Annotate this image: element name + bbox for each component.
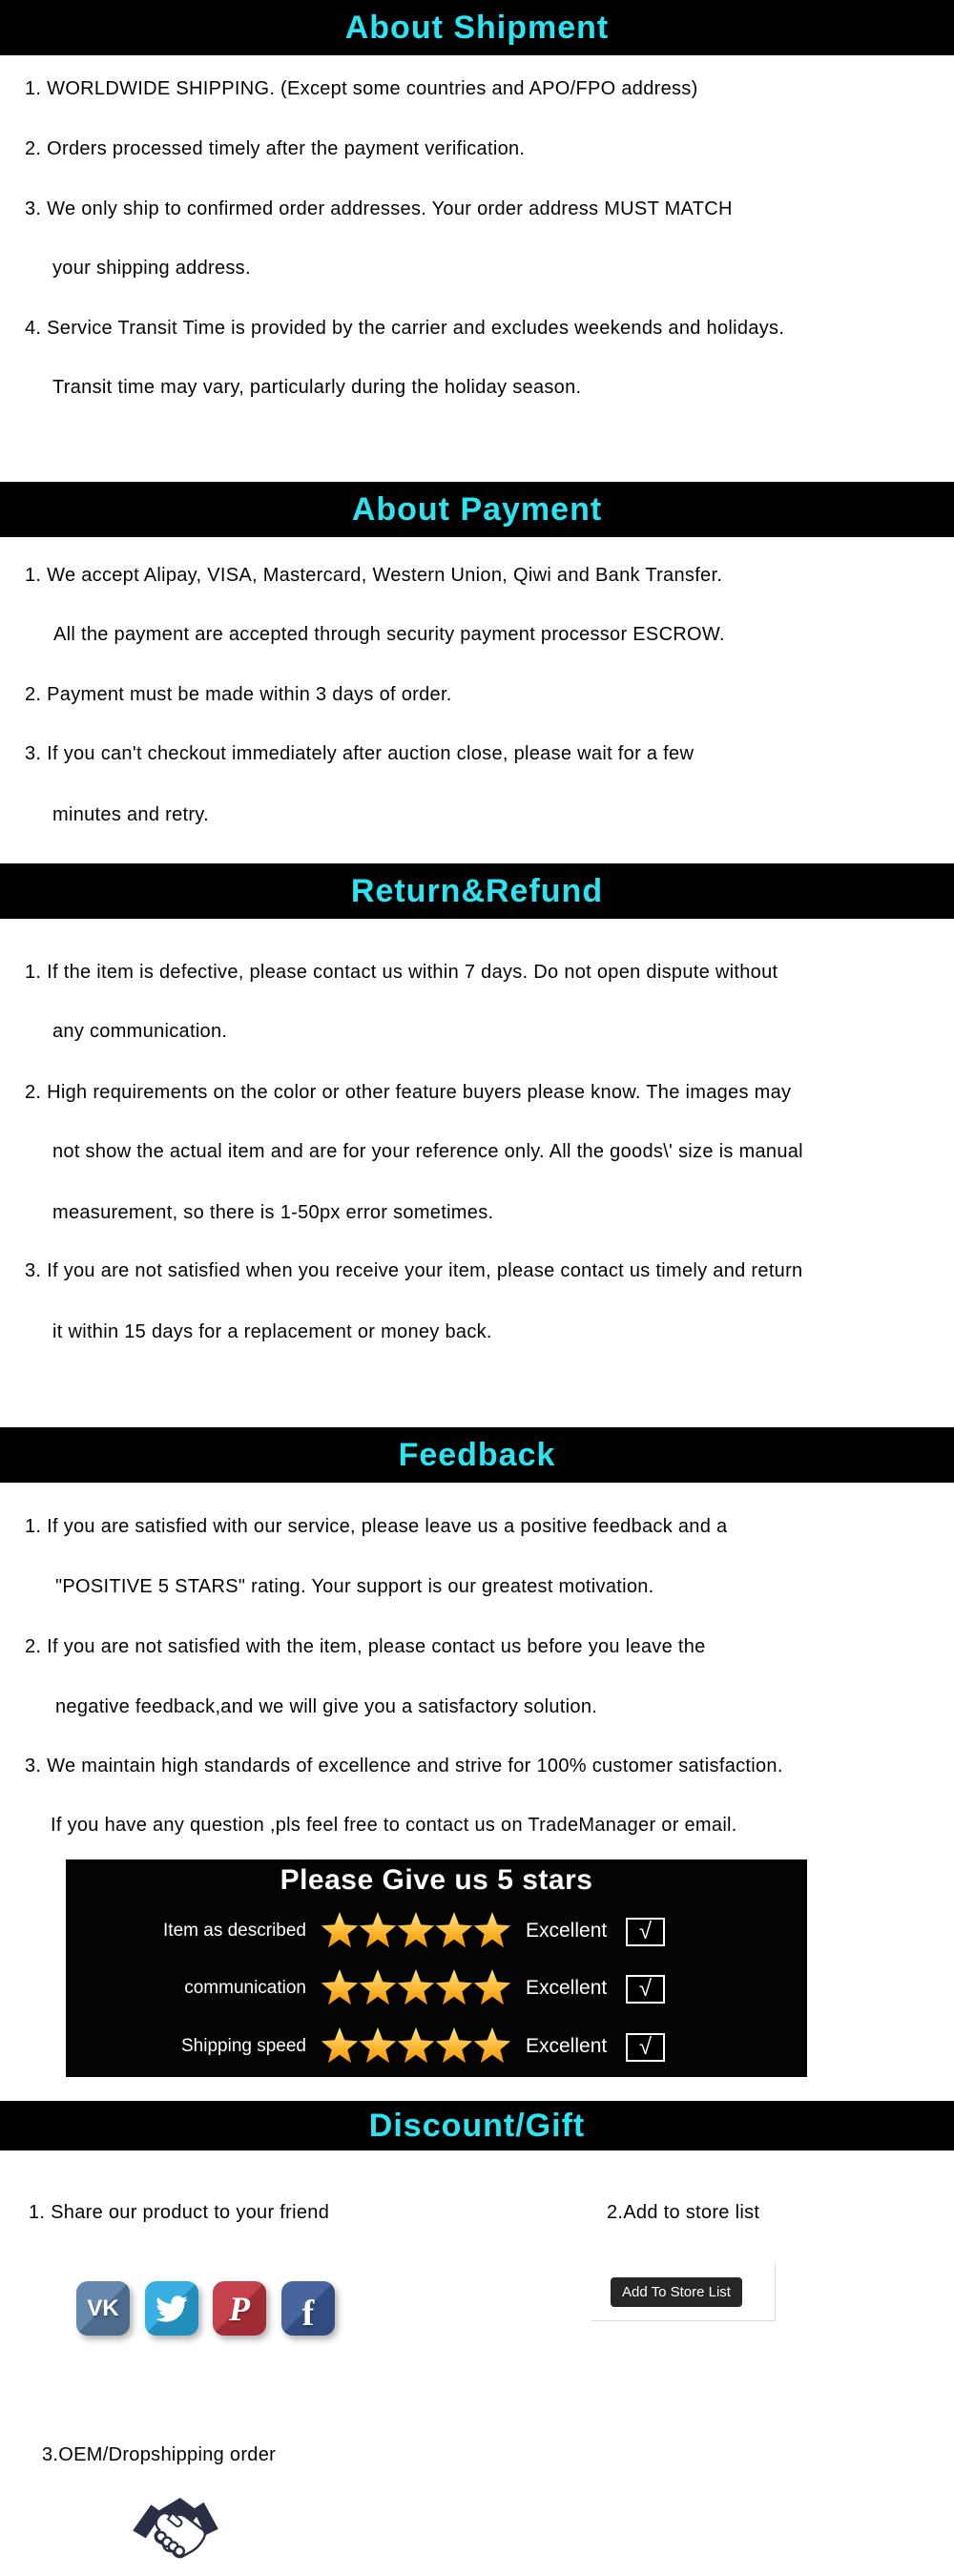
five-star-rating	[321, 1969, 511, 2007]
section-title: About Shipment	[344, 9, 610, 46]
facebook-icon: f	[301, 2293, 315, 2334]
policy-line: 4. Service Transit Time is provided by the carrier and excludes weekends and holidays.	[25, 318, 785, 339]
policy-line: 3. We maintain high standards of excellence and strive for 100% customer satisfaction.	[25, 1755, 783, 1776]
rating-label: Shipping speed	[181, 2036, 306, 2056]
checkbox-checked[interactable]	[626, 2033, 665, 2062]
rating-value: Excellent	[526, 1977, 608, 1999]
policy-line: any communication.	[52, 1021, 228, 1042]
checkbox-checked[interactable]	[626, 1975, 665, 2004]
star-icon	[435, 1969, 473, 2007]
rating-row-item-as-described	[66, 1911, 807, 1951]
policy-line: 2. If you are not satisfied with the item, please contact us before you leave the	[25, 1636, 706, 1657]
vk-icon: VK	[87, 2295, 119, 2321]
star-icon	[321, 2027, 359, 2066]
section-title: About Payment	[351, 490, 603, 528]
star-icon	[397, 1912, 435, 1950]
rating-row-shipping-speed	[66, 2026, 807, 2067]
vk-share-button[interactable]	[76, 2281, 130, 2336]
section-header-refund	[0, 863, 954, 919]
star-icon	[473, 1969, 511, 2007]
rating-value: Excellent	[526, 1920, 608, 1942]
star-icon	[473, 2027, 511, 2066]
policy-line: negative feedback,and we will give you a satisfactory solution.	[55, 1696, 598, 1717]
section-header-feedback	[0, 1427, 954, 1483]
pinterest-icon: P	[229, 2289, 250, 2328]
rating-label: Item as described	[163, 1921, 306, 1941]
star-icon	[435, 2027, 473, 2066]
oem-dropshipping-label: 3.OEM/Dropshipping order	[42, 2444, 277, 2465]
five-star-rating	[321, 1912, 511, 1950]
rating-value: Excellent	[526, 2035, 608, 2057]
policy-line: 3. We only ship to confirmed order addresses. Your order address MUST MATCH	[25, 198, 733, 219]
rating-label: communication	[184, 1978, 306, 1998]
policy-line: 1. We accept Alipay, VISA, Mastercard, Western Union, Qiwi and Bank Transfer.	[25, 565, 723, 586]
facebook-share-button[interactable]	[281, 2281, 335, 2336]
star-icon	[359, 1912, 397, 1950]
star-icon	[321, 1969, 359, 2007]
section-title: Return&Refund	[350, 872, 604, 909]
five-stars-title: Please Give us 5 stars	[280, 1864, 593, 1896]
star-icon	[359, 2027, 397, 2066]
five-stars-banner	[66, 1859, 807, 2077]
policy-line: 1. WORLDWIDE SHIPPING. (Except some countries and APO/FPO address)	[25, 78, 698, 99]
checkmark-icon: √	[638, 1919, 653, 1944]
handshake-icon	[130, 2492, 221, 2565]
star-icon	[473, 1912, 511, 1950]
policy-line: measurement, so there is 1-50px error sometimes.	[52, 1202, 494, 1223]
policy-line: 2. Payment must be made within 3 days of order.	[25, 684, 452, 705]
policy-line: 3. If you can't checkout immediately after auction close, please wait for a few	[25, 743, 695, 764]
pinterest-share-button[interactable]	[213, 2281, 266, 2336]
share-product-label: 1. Share our product to your friend	[29, 2202, 330, 2223]
star-icon	[321, 1912, 359, 1950]
policy-line: minutes and retry.	[52, 804, 209, 825]
policy-line: If you have any question ,pls feel free to contact us on TradeManager or email.	[51, 1815, 737, 1836]
policy-line: not show the actual item and are for your reference only. All the goods\' size is manual	[52, 1141, 803, 1162]
rating-row-communication	[66, 1968, 807, 2008]
policy-line: 1. If you are satisfied with our service, please leave us a positive feedback and a	[25, 1516, 728, 1537]
policy-line: 1. If the item is defective, please contact us within 7 days. Do not open dispute without	[25, 962, 778, 983]
add-to-store-button[interactable]: Add To Store List	[611, 2277, 742, 2307]
policy-line: 3. If you are not satisfied when you receive your item, please contact us timely and return	[25, 1260, 803, 1281]
five-star-rating	[321, 2027, 511, 2066]
policy-line: 2. High requirements on the color or other feature buyers please know. The images may	[25, 1082, 792, 1103]
policy-line: it within 15 days for a replacement or money back.	[52, 1321, 492, 1342]
checkmark-icon: √	[638, 2034, 653, 2060]
policy-line: Transit time may vary, particularly during the holiday season.	[52, 377, 582, 398]
policy-line: "POSITIVE 5 STARS" rating. Your support is our greatest motivation.	[55, 1576, 654, 1597]
star-icon	[359, 1969, 397, 2007]
add-to-store-label: 2.Add to store list	[607, 2202, 760, 2223]
star-icon	[397, 1969, 435, 2007]
twitter-share-button[interactable]	[145, 2281, 198, 2336]
policy-line: 2. Orders processed timely after the payment verification.	[25, 138, 526, 159]
section-title: Discount/Gift	[368, 2107, 586, 2144]
section-header-discount	[0, 2101, 954, 2150]
policy-line: All the payment are accepted through security payment processor ESCROW.	[53, 624, 725, 645]
star-icon	[435, 1912, 473, 1950]
section-header-shipment	[0, 0, 954, 55]
section-header-payment	[0, 482, 954, 537]
checkbox-checked[interactable]	[626, 1918, 665, 1946]
policy-line: your shipping address.	[52, 258, 251, 279]
checkmark-icon: √	[638, 1976, 653, 2002]
star-icon	[397, 2027, 435, 2066]
twitter-bird-icon	[156, 2296, 188, 2322]
section-title: Feedback	[398, 1436, 556, 1473]
